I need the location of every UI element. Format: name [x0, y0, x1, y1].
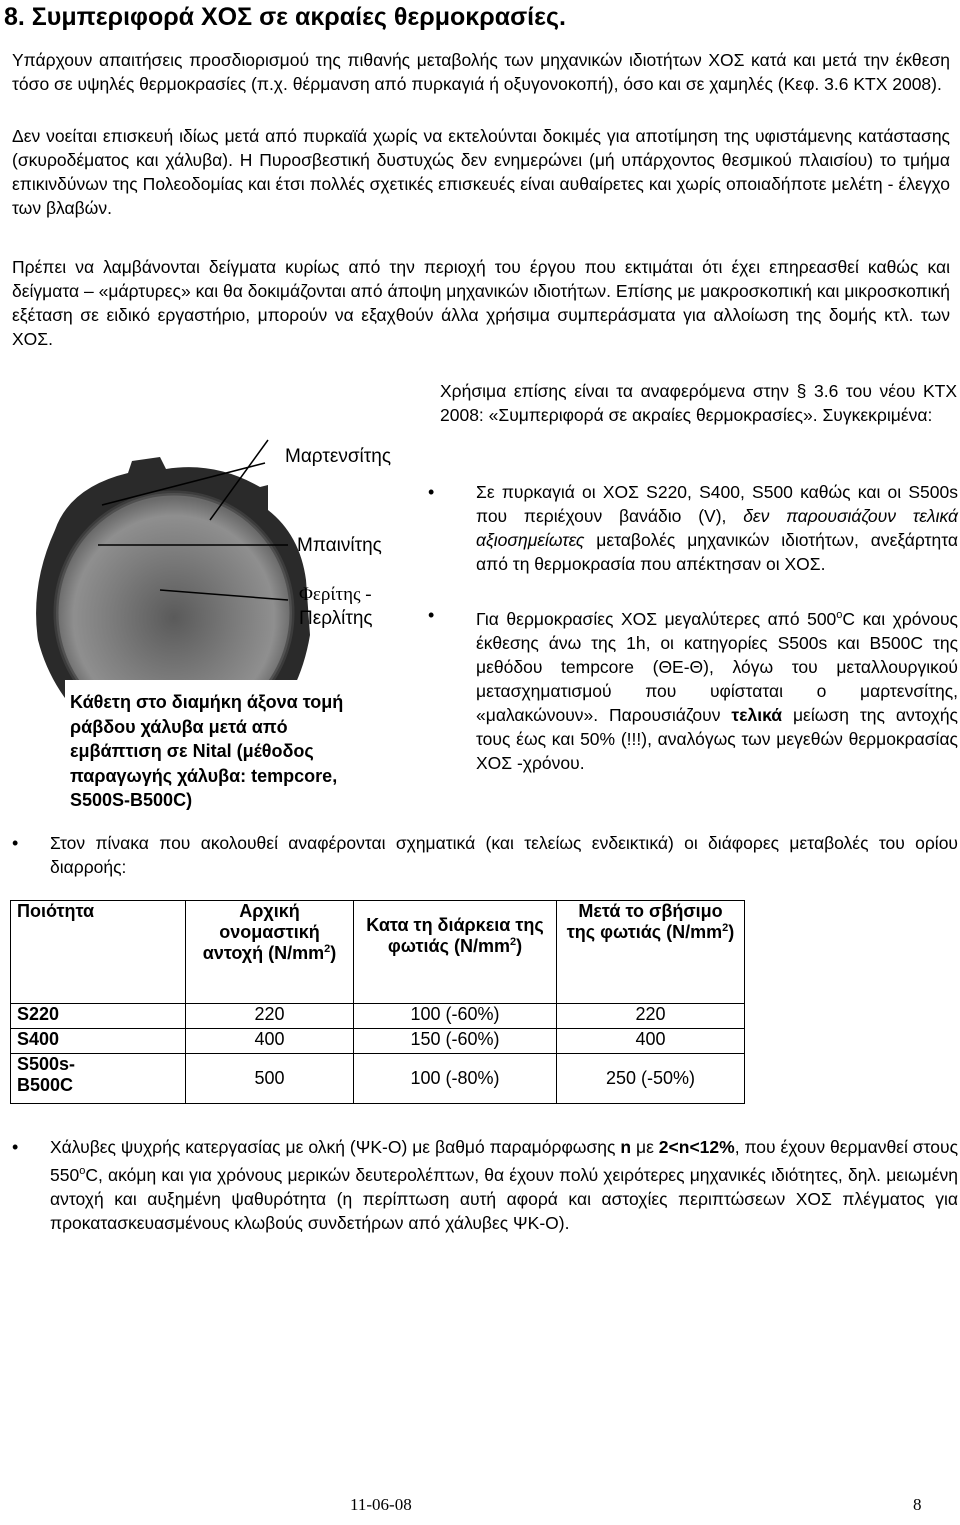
intro-paragraph: Υπάρχουν απαιτήσεις προσδιορισμού της πιθανής μεταβολής των μηχανικών ιδιοτήτων ΧΟΣ κατά και μετά την έκθεση τόσο σε υψηλές θερμοκρασίες (π.χ. θέρμανση από πυρκαγιά ή οξυγονοκοπή), όσο και σε χαμηλές (Κεφ. 3.6 ΚΤΧ 2008). [12, 50, 950, 94]
cell-after: 250 (-50%) [557, 1054, 745, 1104]
cell-grade: S500s-B500C [11, 1054, 186, 1104]
footer-date: 11-06-08 [350, 1495, 412, 1514]
header-nominal: Αρχική ονομαστική αντοχή $(N/mm^2)$ [186, 901, 354, 1004]
table-header-row [11, 901, 745, 1004]
cell-during: 100 (-60%) [354, 1004, 557, 1029]
page-number: 8 [913, 1495, 922, 1514]
table-row [11, 1004, 745, 1029]
cell-grade: S400 [11, 1029, 186, 1054]
pearlite-label: Περλίτης [299, 608, 373, 629]
header-after-fire: Μετά το σβήσιμο της φωτιάς $(N/mm^2)$ [557, 901, 745, 1004]
page-heading: 8. Συμπεριφορά ΧΟΣ σε ακραίες θερμοκρασίες. [4, 3, 566, 31]
cell-during: 150 (-60%) [354, 1029, 557, 1054]
bullet-dot: • [428, 605, 435, 625]
cell-after: 400 [557, 1029, 745, 1054]
cell-nominal: 500 [186, 1054, 354, 1104]
bullet-high-temperature: Για θερμοκρασίες ΧΟΣ μεγαλύτερες από 500$^o$C και χρόνους έκθεσης άνω της 1h, οι κατηγορίες S500s και B500C της μεθόδου tempcore (ΘΕ-Θ), λόγω του μεταλλουργικού μετασχηματισμού που υφίσταται ο μαρτενσίτης, «μαλακώνουν». Παρουσιάζουν τελικά μείωση της αντοχής τους έως και 50% (!!!), αναλόγως των μεγεθών θερμοκρασίας ΧΟΣ -χρόνου. [476, 608, 958, 773]
martensite-label: Μαρτενσίτης [285, 446, 392, 467]
bullet-cold-worked-steel: Χάλυβες ψυχρής κατεργασίας με ολκή (ΨΚ-Ο) με βαθμό παραμόρφωσης n με 2<n<12%, που έχουν θερμανθεί στους 550$^o$C, ακόμη και για χρόνους μερικών δευτερολέπτων, θα έχουν πολύ χειρότερες μηχανικές ιδιότητες, δηλ. μειωμένη αντοχή και αυξημένη ψαθυρότητα (η περίπτωση αυτή αφορά και αστοχίες περιπτώσεων ΧΟΣ πλέγματος για προκατασκευασμένους κλωβούς συνδετήρων από χάλυβες ΨΚ-Ο). [50, 1137, 958, 1233]
header-during-fire: Κατα τη διάρκεια της φωτιάς $(N/mm^2)$ [354, 901, 557, 1004]
cell-during: 100 (-80%) [354, 1054, 557, 1104]
yield-strength-table [10, 900, 745, 1104]
repair-paragraph: Δεν νοείται επισκευή ιδίως μετά από πυρκαϊά χωρίς να εκτελούνται δοκιμές για αποτίμηση της υφιστάμενης κατάστασης (σκυροδέματος και χάλυβα). Η Πυροσβεστική δυστυχώς δεν ενημερώνει (μή υπάρχοντος θεσμικού πλαισίου) το τμήμα επικινδύνων της Πολεοδομίας και έτσι πολλές σχετικές επισκευές είναι αυθαίρετες και χωρίς οποιαδήποτε μελέτη - έλεγχο των βλαβών. [12, 126, 950, 218]
bullet-dot: • [12, 1137, 19, 1157]
figure-caption: Κάθετη στο διαμήκη άξονα τομή ράβδου χάλυβα μετά από εμβάπτιση σε Nital (μέθοδος παραγωγής χάλυβα: tempcore, S500S-B500C) [70, 692, 344, 810]
cell-nominal: 400 [186, 1029, 354, 1054]
bullet-dot: • [12, 833, 19, 853]
table-row [11, 1054, 745, 1104]
bullet-table-intro: Στον πίνακα που ακολουθεί αναφέρονται σχηματικά (και τελείως ενδεικτικά) οι διάφορες μεταβολές του ορίου διαρροής: [50, 833, 958, 877]
sampling-paragraph: Πρέπει να λαμβάνονται δείγματα κυρίως από την περιοχή του έργου που εκτιμάται ότι έχει επηρεασθεί καθώς και δείγματα – «μάρτυρες» και θα δοκιμάζονται από άποψη μηχανικών ιδιοτήτων. Επίσης με μακροσκοπική και μικροσκοπική εξέταση σε ειδικό εργαστήριο, μπορούν να εξαχθούν άλλα χρήσιμα συμπεράσματα για αλλοίωση της δομής κτλ. των ΧΟΣ. [12, 257, 950, 349]
table-row [11, 1029, 745, 1054]
cell-nominal: 220 [186, 1004, 354, 1029]
cell-grade: S220 [11, 1004, 186, 1029]
right-intro: Χρήσιμα επίσης είναι τα αναφερόμενα στην § 3.6 του νέου ΚΤΧ 2008: «Συμπεριφορά σε ακραίες θερμοκρασίες». Συγκεκριμένα: [440, 381, 957, 425]
cell-after: 220 [557, 1004, 745, 1029]
bullet-fire-unaffected: Σε πυρκαγιά οι ΧΟΣ S220, S400, S500 καθώς και οι S500s που περιέχουν βανάδιο (V), δεν παρουσιάζουν τελικά αξιοσημείωτες μεταβολές μηχανικών ιδιοτήτων, ανεξάρτητα από τη θερμοκρασία που απέκτησαν οι ΧΟΣ. [476, 482, 959, 574]
ferrite-label: Φερίτης - [299, 584, 372, 605]
bainite-label: Μπαινίτης [297, 535, 382, 556]
header-grade: Ποιότητα [11, 901, 186, 1004]
bullet-dot: • [428, 482, 435, 502]
